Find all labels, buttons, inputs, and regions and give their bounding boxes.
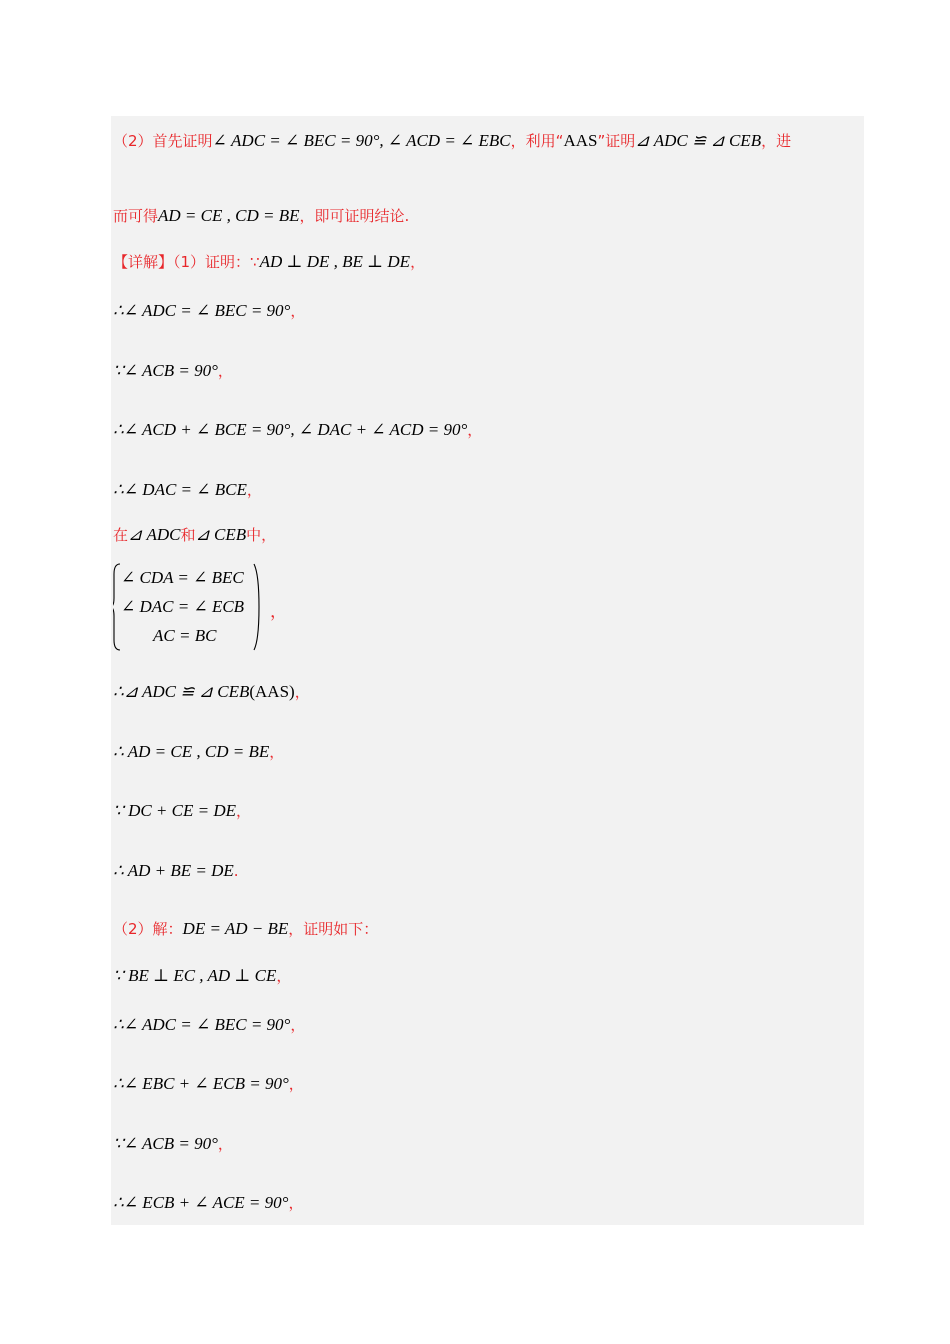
system-row-3: AC = BC — [153, 626, 217, 645]
text-segment: 在 — [113, 526, 129, 544]
solution-line-step-5 — [113, 524, 276, 546]
text-segment: （2）解： — [113, 920, 183, 938]
math-segment: DE = AD − BE — [182, 919, 289, 938]
text-segment: ， — [217, 1135, 233, 1153]
solution-line-analysis-2b — [113, 205, 409, 227]
math-segment: ∠ ADC = ∠ BEC = 90°, ∠ ACD = ∠ EBC — [212, 131, 511, 150]
text-segment: ，进 — [761, 132, 792, 150]
text-segment: ， — [290, 1016, 306, 1034]
text-segment: ， — [236, 802, 252, 820]
text-segment: ， — [288, 1194, 304, 1212]
text-segment: ， — [294, 683, 310, 701]
math-segment: ∴∠ ECB + ∠ ACE = 90° — [113, 1193, 289, 1212]
solution-line-step-9 — [113, 800, 251, 822]
text-segment: ，即可证明结论. — [299, 207, 410, 225]
solution-line-step-7 — [113, 681, 310, 703]
solution-line-step-14 — [113, 1133, 233, 1155]
solution-line-detail-2 — [113, 918, 378, 940]
system-trail: ， — [270, 602, 287, 621]
solution-line-step-10 — [113, 860, 239, 882]
congruence-system — [113, 562, 287, 652]
math-segment: ∴∠ ADC = ∠ BEC = 90° — [113, 301, 291, 320]
math-segment: ∴ AD = CE , CD = BE — [113, 742, 270, 761]
text-segment: . — [233, 862, 239, 880]
math-segment: AAS — [563, 131, 598, 150]
math-segment: AD = CE , CD = BE — [158, 206, 300, 225]
math-segment: ∴∠ ACD + ∠ BCE = 90°, ∠ DAC + ∠ ACD = 90° — [113, 420, 468, 439]
math-segment: ∵∠ ACB = 90° — [113, 1134, 218, 1153]
math-segment: ∴∠ ADC = ∠ BEC = 90° — [113, 1015, 291, 1034]
text-segment: ， — [246, 481, 262, 499]
math-segment: ∵ BE ⊥ EC , AD ⊥ CE — [113, 966, 277, 985]
math-segment: AD ⊥ DE , BE ⊥ DE — [259, 252, 411, 271]
solution-line-step-1 — [113, 300, 305, 322]
math-segment: ∴⊿ ADC ≌ ⊿ CEB — [113, 682, 250, 701]
system-row-1: ∠ CDA = ∠ BEC — [121, 568, 244, 587]
text-segment: ， — [269, 743, 285, 761]
text-segment: ， — [290, 302, 306, 320]
text-segment: ， — [217, 362, 233, 380]
solution-line-step-11 — [113, 965, 291, 987]
solution-line-analysis-2a — [113, 130, 791, 152]
math-segment: ∵∠ ACB = 90° — [113, 361, 218, 380]
solution-panel — [111, 116, 864, 1225]
math-segment: ⊿ CEB — [195, 525, 247, 544]
solution-line-step-15 — [113, 1192, 303, 1214]
math-segment: ∴∠ EBC + ∠ ECB = 90° — [113, 1074, 289, 1093]
text-segment: ， — [467, 421, 483, 439]
text-segment: 中， — [246, 526, 277, 544]
text-segment: ，利用“ — [510, 132, 564, 150]
text-segment: ”证明 — [597, 132, 636, 150]
text-segment: 而可得 — [113, 207, 159, 225]
text-segment: ，证明如下： — [288, 920, 379, 938]
text-segment: ， — [288, 1075, 304, 1093]
system-row-2: ∠ DAC = ∠ ECB — [121, 597, 245, 616]
math-segment: ∴ AD + BE = DE — [113, 861, 234, 880]
solution-line-detail-1 — [113, 251, 425, 273]
text-segment: ， — [276, 967, 292, 985]
math-segment: ∵ DC + CE = DE — [113, 801, 237, 820]
text-segment: ， — [410, 253, 426, 271]
solution-line-step-2 — [113, 360, 233, 382]
math-segment: ∴∠ DAC = ∠ BCE — [113, 480, 247, 499]
text-segment: 和 — [180, 526, 196, 544]
solution-line-step-3 — [113, 419, 482, 441]
solution-line-step-13 — [113, 1073, 304, 1095]
text-segment: （2）首先证明 — [113, 132, 213, 150]
solution-line-step-4 — [113, 479, 262, 501]
solution-line-step-8 — [113, 741, 284, 763]
text-segment: 【详解】（1）证明：∵ — [113, 253, 260, 271]
math-segment: ⊿ ADC — [128, 525, 181, 544]
solution-line-step-12 — [113, 1014, 305, 1036]
math-segment: ⊿ ADC ≌ ⊿ CEB — [635, 131, 762, 150]
math-segment: (AAS) — [249, 682, 295, 701]
